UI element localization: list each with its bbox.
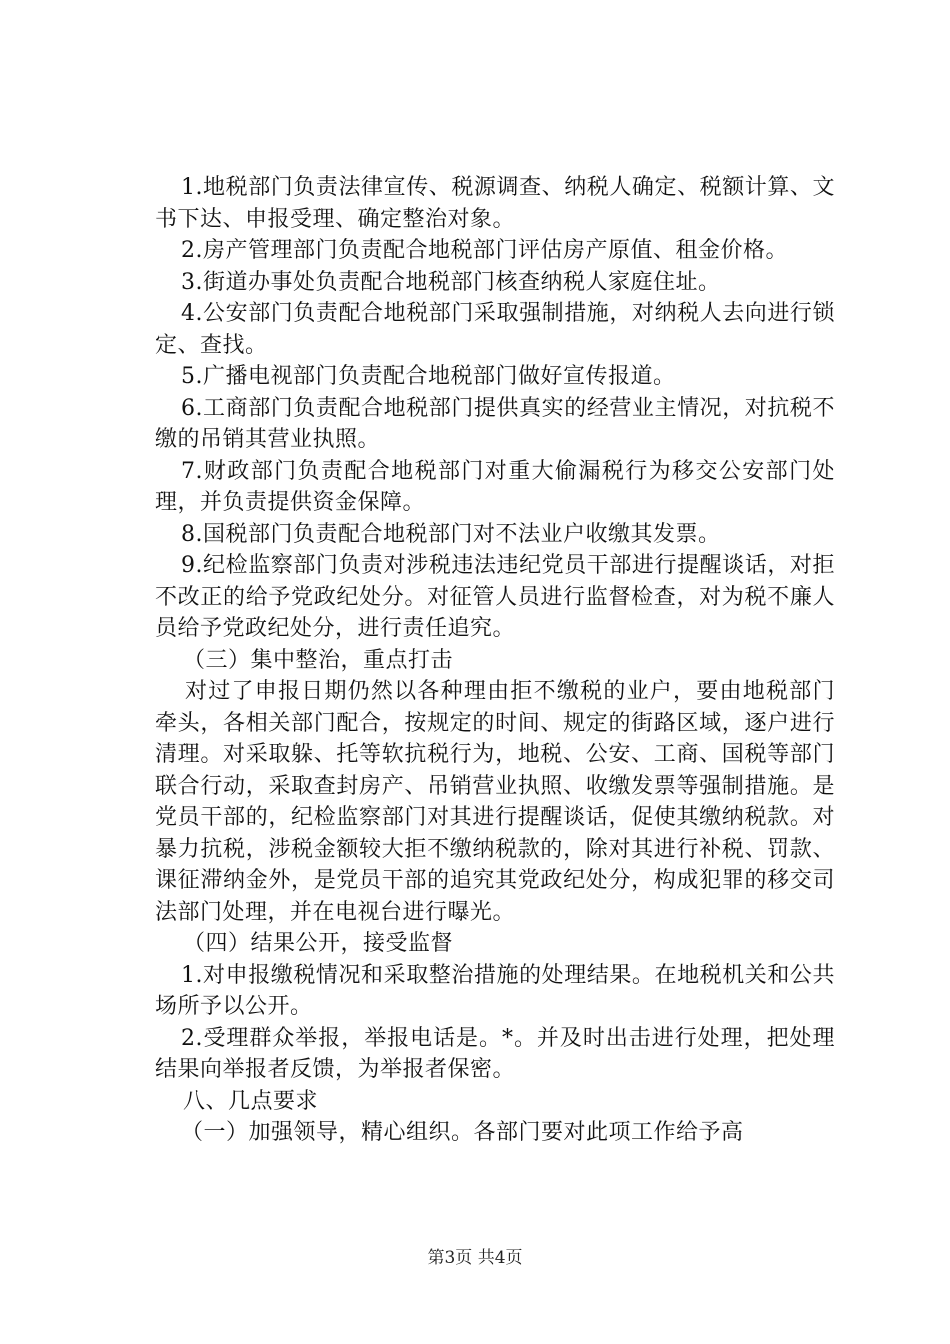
section-heading-8: 八、几点要求 (183, 1088, 319, 1114)
paragraph-3: 3.街道办事处负责配合地税部门核查纳税人家庭住址。 (181, 269, 721, 295)
section-heading-4: （四）结果公开，接受监督 (183, 931, 454, 956)
paragraph-9: 9.纪检监察部门负责对涉税违法违纪党员干部进行提醒谈话，对拒不改正的给予党政纪处分。对征管人员进行监督检查，对为税不廉人员给予党政纪处分，进行责任追究。 (155, 553, 835, 641)
paragraph-8: 8.国税部门负责配合地税部门对不法业户收缴其发票。 (181, 521, 721, 547)
paragraph-4: 4.公安部门负责配合地税部门采取强制措施，对纳税人去向进行锁定、查找。 (155, 301, 835, 358)
paragraph-1: 1.地税部门负责法律宣传、税源调查、纳税人确定、税额计算、文书下达、申报受理、确定整治对象。 (155, 175, 835, 232)
paragraph-13: （一）加强领导，精心组织。各部门要对此项工作给予高 (181, 1120, 744, 1145)
paragraph-10: 对过了申报日期仍然以各种理由拒不缴税的业户，要由地税部门牵头，各相关部门配合，按规定的时间、规定的街路区域，逐户进行清理。对采取躲、托等软抗税行为，地税、公安、工商、国税等部门联合行动，采取查封房产、吊销营业执照、收缴发票等强制措施。是党员干部的，纪检监察部门对其进行提醒谈话，促使其缴纳税款。对暴力抗税，涉税金额较大拒不缴纳税款的，除对其进行补税、罚款、课征滞纳金外，是党员干部的追究其党政纪处分，构成犯罪的移交司法部门处理，并在电视台进行曝光。 (155, 679, 835, 925)
paragraph-12: 2.受理群众举报，举报电话是。*。并及时出击进行处理，把处理结果向举报者反馈，为举报者保密。 (155, 1025, 835, 1082)
paragraph-11: 1.对申报缴税情况和采取整治措施的处理结果。在地税机关和公共场所予以公开。 (155, 962, 835, 1019)
document-body (155, 172, 835, 1149)
page-number-footer: 第3页 共4页 (427, 1248, 523, 1268)
paragraph-2: 2.房产管理部门负责配合地税部门评估房产原值、租金价格。 (181, 238, 788, 263)
paragraph-6: 6.工商部门负责配合地税部门提供真实的经营业主情况，对抗税不缴的吊销其营业执照。 (155, 395, 835, 452)
paragraph-7: 7.财政部门负责配合地税部门对重大偷漏税行为移交公安部门处理，并负责提供资金保障。 (155, 458, 835, 515)
paragraph-5: 5.广播电视部门负责配合地税部门做好宣传报道。 (181, 364, 676, 389)
section-heading-3: （三）集中整治，重点打击 (183, 647, 454, 673)
